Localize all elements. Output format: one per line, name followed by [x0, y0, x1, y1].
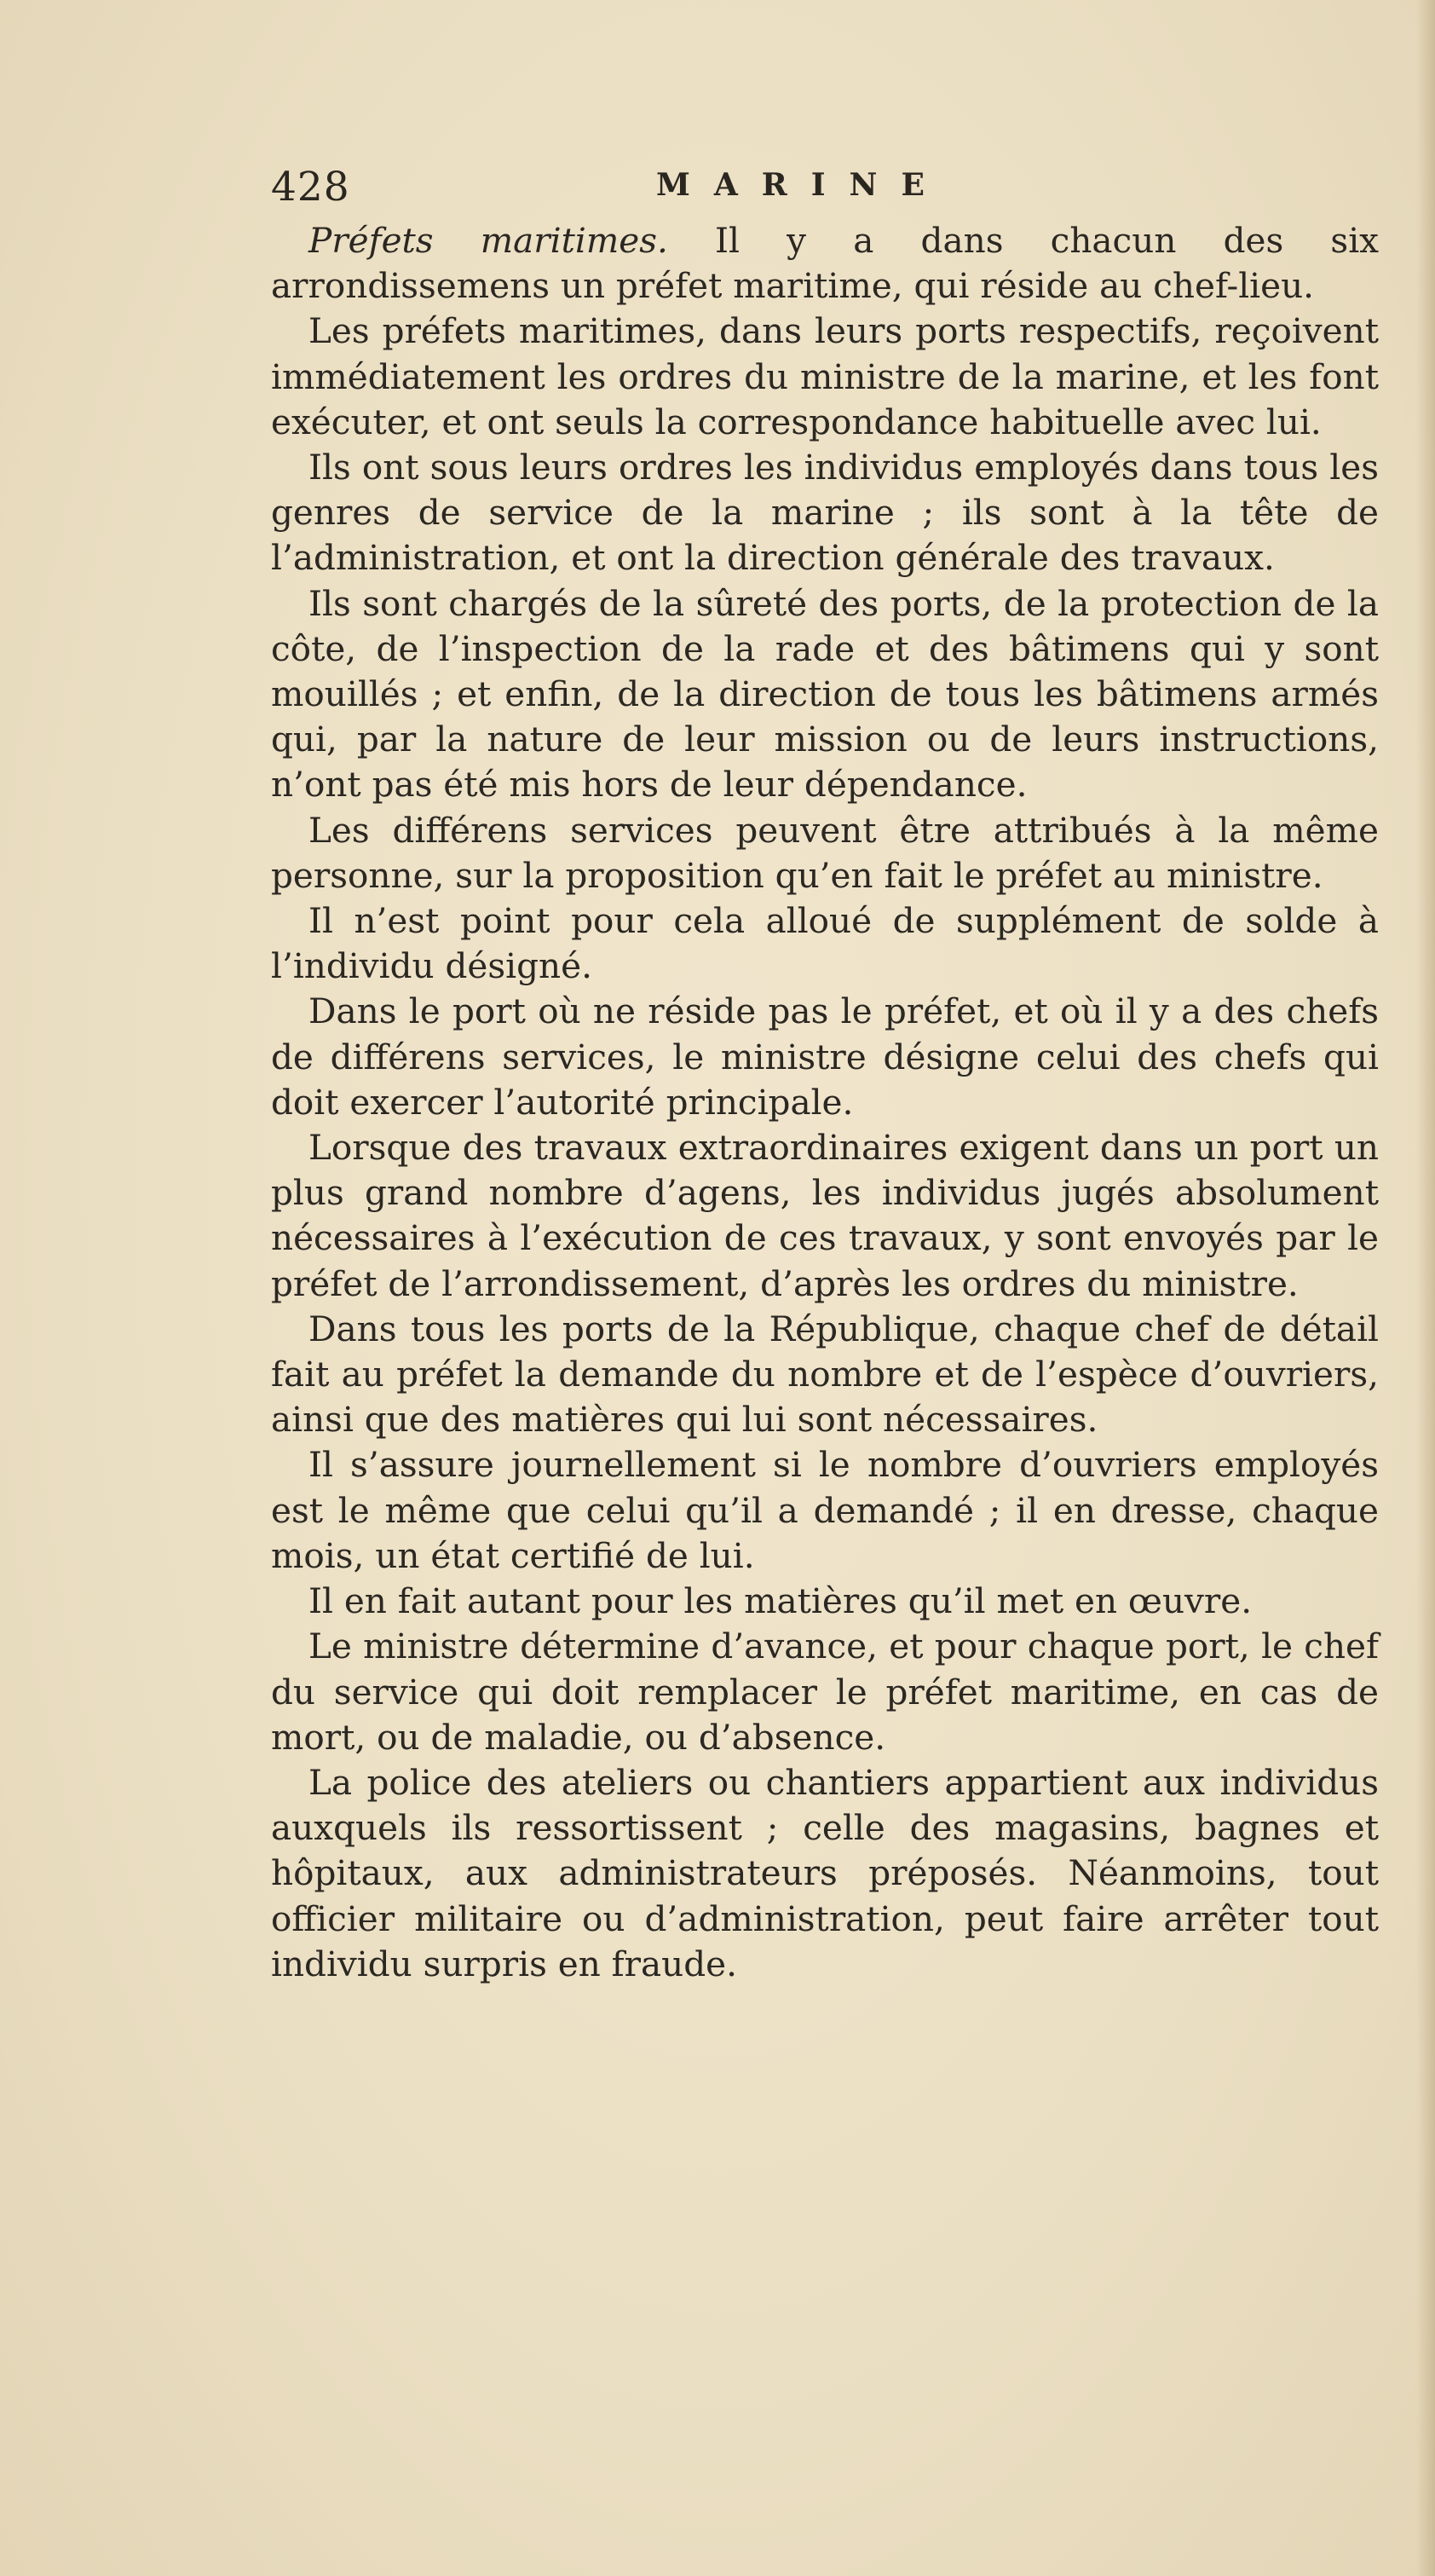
section-heading: Préfets maritimes.	[308, 220, 668, 261]
paragraph: Dans le port où ne réside pas le préfet, et où il y a des chefs de différens services, le ministre désigne celui des chefs qui doit exercer l’autorité principale.	[271, 991, 1379, 1123]
paragraph: La police des ateliers ou chantiers appartient aux individus auxquels ils ressortissent ; celle des magasins, bagnes et hôpitaux, aux administrateurs préposés. Néanmoins, tout officier militaire ou d’administration, peut faire arrêter tout individu surpris en fraude.	[271, 1761, 1379, 1984]
paragraph: Les préfets maritimes, dans leurs ports respectifs, reçoivent immédiatement les ordres du ministre de la marine, et les font exécuter, et ont seuls la correspondance habituelle avec lui.	[271, 310, 1379, 442]
paragraph: Il n’est point pour cela alloué de supplément de solde à l’individu désigné.	[271, 900, 1379, 987]
running-title: MARINE	[656, 167, 948, 203]
body-text	[271, 218, 1379, 1987]
page-header	[271, 164, 1404, 215]
paragraph: Ils sont chargés de la sûreté des ports, de la protection de la côte, de l’inspection de la rade et des bâtimens qui y sont mouillés ; et enfin, de la direction de tous les bâtimens armés qui, par la nature de leur mission ou de leurs instructions, n’ont pas été mis hors de leur dépendance.	[271, 582, 1379, 806]
paragraph: Lorsque des travaux extraordinaires exigent dans un port un plus grand nombre d’agens, les individus jugés absolument nécessaires à l’exécution de ces travaux, y sont envoyés par le préfet de l’arrondissement, d’après les ordres du ministre.	[271, 1127, 1379, 1304]
paragraph: Le ministre détermine d’avance, et pour chaque port, le chef du service qui doit remplacer le préfet maritime, en cas de mort, ou de maladie, ou d’absence.	[271, 1626, 1379, 1758]
paragraph: Ils ont sous leurs ordres les individus employés dans tous les genres de service de la marine ; ils sont à la tête de l’administration, et ont la direction générale des travaux.	[271, 447, 1379, 579]
paragraph: Les différens services peuvent être attribués à la même personne, sur la proposition qu’en fait le préfet au ministre.	[271, 809, 1379, 896]
paragraph	[271, 218, 1379, 309]
paragraph: Dans tous les ports de la République, chaque chef de détail fait au préfet la demande du nombre et de l’espèce d’ouvriers, ainsi que des matières qui lui sont nécessaires.	[271, 1308, 1379, 1441]
paragraph: Il s’assure journellement si le nombre d’ouvriers employés est le même que celui qu’il a demandé ; il en dresse, chaque mois, un état certifié de lui.	[271, 1444, 1379, 1576]
paragraph: Il en fait autant pour les matières qu’il met en œuvre.	[308, 1580, 1253, 1622]
paragraph-text: Il y a dans chacun des six arrondissemens un préfet maritime, qui réside au chef-lieu.	[271, 220, 1379, 307]
page-number: 428	[271, 164, 350, 211]
page-edge-shadow	[1416, 0, 1435, 2576]
